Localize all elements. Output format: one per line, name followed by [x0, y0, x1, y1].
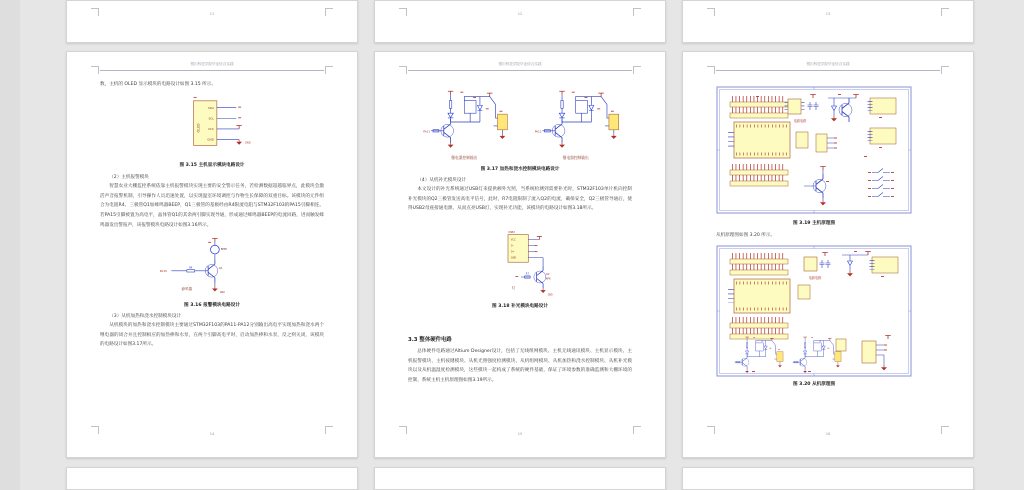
overall-circuit-paragraph: 总体硬件电路通过Altium Designer设计，包括了无线组网模块、主机无线通讯模块、主机显示模块、主机报警模块、主机按键模块、从机光照强度检测模块、从机组网模块、从机加热和浇水控制模块、从机补光模块以及从机温湿度检测模块，这些模块一起构成了系统的硬件基础，保证了环境参数的准确监测和大棚环境的控制，系统主机主机原理图如图3.19所示。: [408, 349, 632, 384]
canvas-edge: [0, 0, 20, 490]
page-header: 银川科技学院毕业综合实践: [100, 62, 324, 71]
usb-pin-dm: D-: [510, 244, 514, 248]
figure-3-17-caption: 图 3.17 加热和浇水控制模块电路设计: [480, 167, 560, 172]
figure-3-19-master-schematic: [716, 86, 912, 214]
alarm-module-paragraph: 智慧农业大棚监控系统依靠主机报警模块实现主要的安全警示任务，若检测数据超越临界点，此模块会激活声音报警机制，引导操作人员迅速处置，以实现温室环境调控与作物生长保障的双重目标。该模块的元件组合为电阻R4、三极管Q1加蜂鸣器BEEP，Q1三极管的基极经由R4限流电阻与STM32F103的PA15引脚相连。若PA15引脚被置为高电平，晶体管Q1的其余两引脚实现导通，形成通过蜂鸣器BEEP的电流回路，进而触发蜂鸣器发出警报声，该报警模块电路设计如图3.16所示。: [100, 184, 324, 228]
figure-3-20-caption: 图 3.20 从机原理图: [792, 382, 836, 387]
usb-pin-dp: D+: [510, 250, 515, 254]
pin-scl: SCL: [208, 116, 214, 121]
page-number: 12: [517, 12, 523, 16]
oled-chip-label: OLED: [196, 123, 201, 133]
figure-3-19-caption: 图 3.19 主机原理图: [792, 221, 836, 226]
crop-mark: [941, 66, 949, 74]
section-4-heading: （4）从机补光模块设计: [417, 178, 467, 183]
buzzer-label: 蜂鸣器: [181, 287, 193, 292]
power-circuit-label: 电源电路: [793, 119, 807, 123]
relay-output-label-right: 继电器控制输出: [562, 156, 589, 161]
page-number: 11: [209, 12, 215, 16]
gnd-net-label: GND: [244, 141, 251, 145]
prev-page-12[interactable]: [374, 0, 666, 43]
next-page-18[interactable]: [374, 467, 666, 490]
figure-3-16-caption: 图 3.16 报警模块电路设计: [184, 303, 240, 308]
page-header: 银川科技学院毕业综合实践: [408, 62, 632, 71]
gnd-net-label: GND: [219, 291, 226, 295]
body-line: 数，主机的 OLED 显示模块的电路设计如图 3.15 所示。: [100, 82, 216, 87]
crop-mark: [633, 66, 641, 74]
transistor-q1-label: Q1: [218, 265, 223, 270]
page-number: 14: [209, 432, 215, 436]
net-pa12: PA12: [534, 129, 542, 134]
figure-3-18-caption: 图 3.18 补光模块电路设计: [492, 304, 548, 309]
section-2-heading: （2）主机报警模块: [109, 175, 149, 180]
body-line: 从机原理图如图 3.20 所示。: [716, 233, 776, 238]
pin-sda: SDA: [207, 105, 214, 110]
heat-water-paragraph: 从机模块的加热和浇水控制模块主要通过STM32F103的PA11-PA12分别输出高电平实现加热和浇水两个继电器的闭合并且控制相应的加热棒和水泵，在两个引脚高电平时，启动加热棒和水泵，反之则关闭，该模块的电路设计如图3.17所示。: [100, 323, 324, 348]
prev-page-13[interactable]: [682, 0, 974, 43]
resistor-r4-label: R4: [189, 266, 193, 270]
gnd-net-label: GND: [547, 293, 553, 297]
figure-3-15-caption: 图 3.15 主机显示模块电路设计: [179, 163, 245, 168]
document-page-16[interactable]: [682, 51, 974, 458]
page-number: 13: [825, 12, 831, 16]
section-3-3-heading: 3.3 整体硬件电路: [408, 337, 452, 343]
relay-output-label-left: 继电器控制输出: [451, 156, 478, 161]
usb-pin-gnd: GND: [510, 256, 517, 260]
page-number: 15: [517, 432, 523, 436]
figure-3-15-oled-circuit: [149, 95, 275, 157]
net-pa11: PA11: [423, 129, 431, 134]
resistor-r7-label: R7: [525, 272, 529, 276]
net-pa15: PA15: [159, 269, 168, 274]
figure-3-16-buzzer-circuit: [154, 238, 270, 296]
figure-3-17-relay-circuits: [407, 79, 633, 165]
crop-mark: [399, 66, 407, 74]
document-page-15[interactable]: [374, 51, 666, 458]
page-header: 银川科技学院毕业综合实践: [716, 62, 940, 71]
transistor-q2-label: Q2: [545, 273, 550, 277]
light-module-paragraph: 本文设计的补光系统通过USB灯来提供额外光照，当系统检测到需要补光时，STM32F103单片机向控制补光模块的Q2三极管发送高电平信号，此时，R7电阻限制了流入Q2的电流，确保安全，Q2三极管导通后，使得USB2母座接通电源，从而点亮USB灯，实现补光功能，该模块的电路设计如图3.18所示。: [408, 187, 632, 212]
usb-ref-label: USB2: [508, 231, 515, 235]
power-circuit-label: 电源电路: [808, 276, 822, 280]
crop-mark: [91, 66, 99, 74]
prev-page-11[interactable]: [66, 0, 358, 43]
buzzer-ref-label: BEEP: [220, 248, 228, 252]
lamp-label: 灯: [511, 286, 516, 290]
crop-mark: [325, 66, 333, 74]
figure-3-20-slave-schematic: [716, 245, 912, 377]
pin-gnd: GND: [207, 137, 214, 142]
usb-pin-vcc: VCC: [510, 238, 516, 242]
pin-vcc: VCC: [207, 127, 214, 132]
next-page-19[interactable]: [682, 467, 974, 490]
figure-3-18-usb-light-circuit: [460, 229, 580, 301]
section-3-heading: （3）从机加热和浇水控制模块设计: [109, 314, 182, 319]
crop-mark: [707, 66, 715, 74]
transistor-type-label: NPN: [545, 277, 551, 281]
page-number: 16: [825, 432, 831, 436]
document-page-14[interactable]: [66, 51, 358, 458]
next-page-17[interactable]: [66, 467, 358, 490]
